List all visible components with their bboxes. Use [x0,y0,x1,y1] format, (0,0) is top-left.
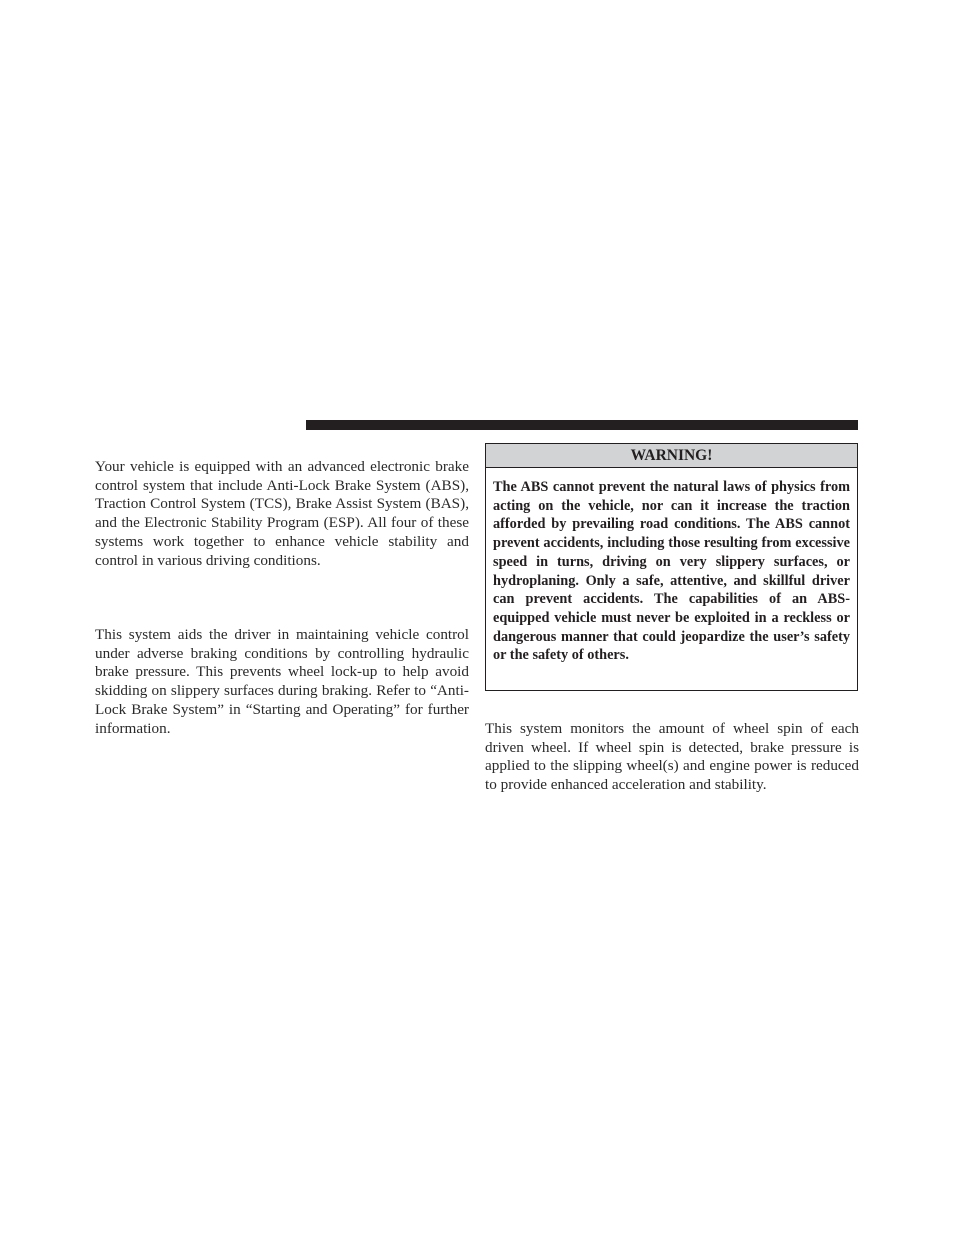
warning-body: The ABS cannot prevent the natural laws of physics from acting on the vehicle, nor can it increase the traction afforded by prevailing road conditions. The ABS cannot prevent accidents, including those resulting from excessive speed in turns, driving on very slippery surfaces, or hydroplaning. Only a safe, attentive, and skillful driver can prevent accidents. The capabilities of an ABS-equipped vehicle must never be exploited in a reckless or dangerous manner that could jeopardize the user’s safety or the safety of others. [493,479,850,664]
warning-title: WARNING! [486,444,857,468]
section-header-rule [306,420,858,430]
intro-paragraph: Your vehicle is equipped with an advanced electronic brake control system that include Anti-Lock Brake System (ABS), Traction Control System (TCS), Brake Assist System (BAS), and the Electronic Stability Program (ESP). All four of these systems work together to enhance vehicle stability and control in various driving conditions. [95,458,469,569]
abs-paragraph: This system aids the driver in maintaining vehicle control under adverse braking conditions by controlling hydraulic brake pressure. This prevents wheel lock-up to help avoid skidding on slippery surfaces during braking. Refer to “Anti-Lock Brake System” in “Starting and Operating” for further information. [95,626,469,737]
warning-box [485,443,858,691]
tcs-paragraph: This system monitors the amount of wheel spin of each driven wheel. If wheel spin is detected, brake pressure is applied to the slipping wheel(s) and engine power is reduced to provide enhanced acceleration and stability. [485,720,859,794]
